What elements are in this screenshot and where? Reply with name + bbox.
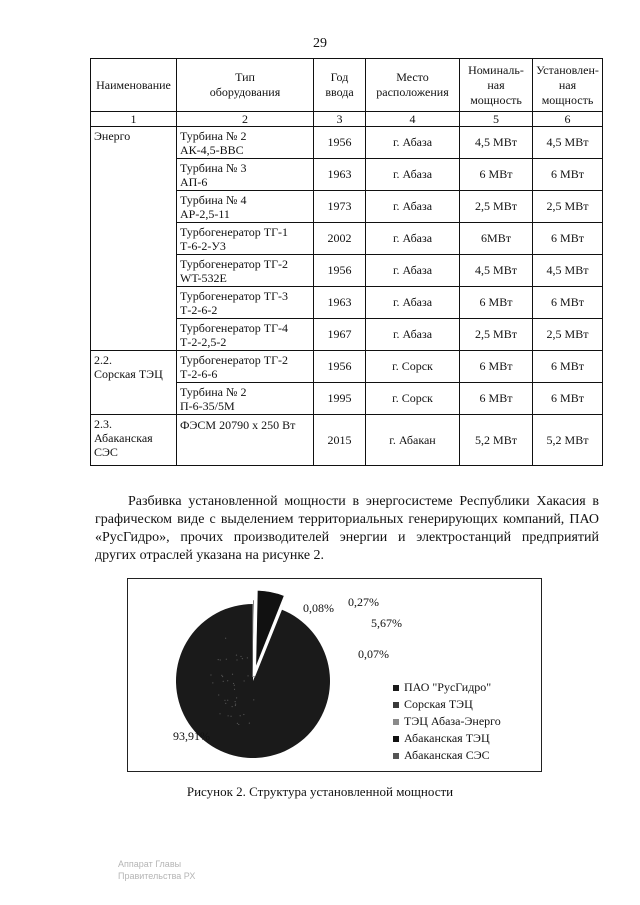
pie-texture-dot — [244, 680, 245, 681]
pie-texture-dot — [221, 675, 222, 676]
column-header — [177, 59, 314, 112]
cell-line: мощность — [541, 92, 594, 107]
column-header — [533, 59, 603, 112]
column-number: 2 — [177, 112, 314, 127]
equipment-cell — [177, 191, 314, 223]
year-cell: 2015 — [314, 415, 366, 466]
column-header — [366, 59, 460, 112]
cell-line: 2.3. — [94, 417, 112, 431]
location-cell: г. Абаза — [366, 191, 460, 223]
cell-line: П-6-35/5М — [180, 398, 235, 413]
pie-texture-dot — [227, 680, 228, 681]
data-label: 93,91% — [173, 729, 210, 743]
cell-line: Турбогенератор ТГ-1 — [180, 224, 289, 239]
cell-line: Турбина № 4 — [180, 192, 247, 207]
pie-texture-dot — [220, 659, 221, 660]
installed-power-cell: 6 МВт — [533, 351, 603, 383]
legend-item — [393, 730, 501, 747]
chart-legend — [393, 679, 501, 764]
cell-line: Место — [396, 70, 429, 84]
location-cell: г. Абаза — [366, 159, 460, 191]
nominal-power-cell: 4,5 МВт — [460, 255, 533, 287]
installed-power-cell: 2,5 МВт — [533, 319, 603, 351]
location-cell: г. Сорск — [366, 383, 460, 415]
pie-texture-dot — [222, 676, 223, 677]
equipment-cell — [177, 415, 314, 466]
table-header-row — [91, 59, 603, 112]
cell-line: Турбогенератор ТГ-3 — [180, 288, 289, 303]
data-label: 5,67% — [371, 616, 402, 630]
station-name-cell — [91, 127, 177, 351]
pie-texture-dot — [235, 704, 236, 705]
cell-line: ФЭСМ 20790 х 250 Вт — [180, 418, 296, 432]
pie-texture-dot — [234, 685, 235, 686]
location-cell: г. Абаза — [366, 287, 460, 319]
pie-texture-dot — [240, 715, 241, 716]
nominal-power-cell: 4,5 МВт — [460, 127, 533, 159]
pie-texture-dot — [236, 697, 237, 698]
legend-item — [393, 696, 501, 713]
pie-texture-dot — [235, 705, 236, 706]
cell-line: Энерго — [94, 129, 131, 143]
pie-texture-dot — [230, 716, 231, 717]
cell-line: Сорская ТЭЦ — [94, 367, 163, 381]
cell-line: Т-2-2,5-2 — [180, 334, 227, 349]
nominal-power-cell: 6МВт — [460, 223, 533, 255]
pie-texture-dot — [227, 700, 228, 701]
equipment-cell — [177, 319, 314, 351]
cell-line: мощность — [470, 92, 522, 107]
column-header — [91, 59, 177, 112]
stamp-line: Правительства РХ — [118, 871, 196, 881]
pie-texture-dot — [247, 657, 248, 658]
column-number: 6 — [533, 112, 603, 127]
table-row — [91, 351, 603, 383]
pie-texture-dot — [225, 638, 226, 639]
data-label: 0,08% — [303, 601, 334, 615]
cell-line: ная — [487, 77, 505, 92]
installed-power-cell: 2,5 МВт — [533, 191, 603, 223]
legend-swatch — [393, 719, 399, 725]
cell-line: Т-6-2-У3 — [180, 238, 226, 253]
installed-power-cell: 5,2 МВт — [533, 415, 603, 466]
cell-line: Абаканская — [94, 431, 153, 445]
cell-line: Турбина № 2 — [180, 128, 247, 143]
cell-line: Т-2-6-2 — [180, 302, 218, 317]
nominal-power-cell: 6 МВт — [460, 287, 533, 319]
cell-line: ввода — [325, 85, 354, 99]
pie-texture-dot — [232, 674, 233, 675]
pie-texture-dot — [224, 700, 225, 701]
pie-texture-dot — [225, 703, 226, 704]
equipment-cell — [177, 383, 314, 415]
stamp-line: Аппарат Главы — [118, 859, 182, 869]
figure-caption: Рисунок 2. Структура установленной мощности — [186, 784, 454, 799]
column-header — [460, 59, 533, 112]
installed-power-cell: 4,5 МВт — [533, 127, 603, 159]
nominal-power-cell: 6 МВт — [460, 383, 533, 415]
installed-power-cell: 6 МВт — [533, 223, 603, 255]
page-number: 29 — [313, 36, 327, 51]
column-number: 1 — [91, 112, 177, 127]
location-cell: г. Абаза — [366, 255, 460, 287]
pie-texture-dot — [223, 681, 224, 682]
pie-texture-dot — [233, 683, 234, 684]
station-name-cell — [91, 351, 177, 415]
pie-texture-dot — [226, 659, 227, 660]
cell-line: WT-532E — [180, 270, 227, 285]
year-cell: 1963 — [314, 287, 366, 319]
station-name-cell — [91, 415, 177, 466]
year-cell: 1956 — [314, 127, 366, 159]
pie-texture-dot — [249, 723, 250, 724]
legend-label: Сорская ТЭЦ — [404, 697, 473, 711]
nominal-power-cell: 2,5 МВт — [460, 191, 533, 223]
equipment-cell — [177, 159, 314, 191]
cell-line: оборудования — [209, 85, 281, 99]
cell-line: 2.2. — [94, 353, 112, 367]
cell-line: СЭС — [94, 445, 118, 459]
pie-texture-dot — [228, 715, 229, 716]
legend-item — [393, 679, 501, 696]
installed-power-cell: 6 МВт — [533, 383, 603, 415]
pie-texture-dot — [235, 701, 236, 702]
installed-power-cell: 4,5 МВт — [533, 255, 603, 287]
equipment-cell — [177, 287, 314, 319]
legend-item — [393, 713, 501, 730]
legend-label: ТЭЦ Абаза-Энерго — [404, 714, 501, 728]
legend-label: Абаканская СЭС — [404, 748, 490, 762]
column-header — [314, 59, 366, 112]
installed-power-cell: 6 МВт — [533, 159, 603, 191]
year-cell: 1963 — [314, 159, 366, 191]
location-cell: г. Абаза — [366, 127, 460, 159]
cell-line: ная — [558, 77, 577, 92]
location-cell: г. Абаза — [366, 223, 460, 255]
cell-line: Установлен- — [536, 62, 599, 77]
pie-texture-dot — [240, 656, 241, 657]
location-cell: г. Сорск — [366, 351, 460, 383]
cell-line: Т-2-6-6 — [180, 366, 218, 381]
year-cell: 1973 — [314, 191, 366, 223]
data-label: 0,27% — [348, 595, 379, 609]
equipment-cell — [177, 223, 314, 255]
column-number-row — [91, 112, 603, 127]
data-label: 0,07% — [358, 647, 389, 661]
legend-item — [393, 747, 501, 764]
cell-line: расположения — [376, 85, 449, 99]
pie-texture-dot — [210, 674, 211, 675]
location-cell: г. Абакан — [366, 415, 460, 466]
table-row — [91, 415, 603, 466]
year-cell: 1967 — [314, 319, 366, 351]
year-cell: 1995 — [314, 383, 366, 415]
nominal-power-cell: 5,2 МВт — [460, 415, 533, 466]
cell-line: Тип — [235, 70, 255, 84]
legend-label: Абаканская ТЭЦ — [404, 731, 490, 745]
pie-texture-dot — [247, 675, 248, 676]
cell-line: Год — [330, 70, 349, 84]
approval-stamp — [118, 858, 195, 882]
pie-texture-dot — [212, 682, 213, 683]
year-cell: 2002 — [314, 223, 366, 255]
body-paragraph: Разбивка установленной мощности в энергосистеме Республики Хакасия в графическом виде с выделением территориальных генерирующих компаний, ПАО «РусГидро», прочих производителей энергии и электростанций предприятий других отраслей указана на рисунке 2. — [95, 494, 599, 563]
year-cell: 1956 — [314, 351, 366, 383]
pie-texture-dot — [253, 676, 254, 677]
equipment-cell — [177, 351, 314, 383]
cell-line: Турбогенератор ТГ-4 — [180, 320, 289, 335]
pie-texture-dot — [253, 699, 254, 700]
cell-line: Турбогенератор ТГ-2 — [180, 256, 289, 271]
cell-line: Турбина № 2 — [180, 384, 247, 399]
column-number: 3 — [314, 112, 366, 127]
equipment-table — [90, 58, 603, 466]
legend-swatch — [393, 702, 399, 708]
pie-texture-dot — [234, 689, 235, 690]
pie-texture-dot — [232, 706, 233, 707]
legend-label: ПАО "РусГидро" — [404, 680, 492, 694]
cell-line: Турбогенератор ТГ-2 — [180, 352, 289, 367]
legend-swatch — [393, 736, 399, 742]
pie-texture-dot — [218, 694, 219, 695]
pie-texture-dot — [236, 655, 237, 656]
pie-texture-dot — [219, 713, 220, 714]
nominal-power-cell: 6 МВт — [460, 159, 533, 191]
cell-line: АК-4,5-ВВС — [180, 142, 244, 157]
pie-texture-dot — [242, 658, 243, 659]
legend-swatch — [393, 753, 399, 759]
year-cell: 1956 — [314, 255, 366, 287]
pie-texture-dot — [237, 723, 238, 724]
location-cell: г. Абаза — [366, 319, 460, 351]
table-row — [91, 127, 603, 159]
equipment-cell — [177, 127, 314, 159]
pie-texture-dot — [236, 659, 237, 660]
column-number: 5 — [460, 112, 533, 127]
nominal-power-cell: 2,5 МВт — [460, 319, 533, 351]
cell-line: АП-6 — [180, 174, 208, 189]
column-number: 4 — [366, 112, 460, 127]
cell-line: Турбина № 3 — [180, 160, 247, 175]
legend-swatch — [393, 685, 399, 691]
cell-line: АР-2,5-11 — [180, 206, 230, 221]
installed-power-cell: 6 МВт — [533, 287, 603, 319]
pie-texture-dot — [218, 659, 219, 660]
pie-texture-dot — [238, 724, 239, 725]
nominal-power-cell: 6 МВт — [460, 351, 533, 383]
cell-line: Номиналь- — [468, 62, 524, 77]
pie-chart — [127, 578, 542, 772]
equipment-cell — [177, 255, 314, 287]
pie-texture-dot — [243, 714, 244, 715]
cell-line: Наименование — [96, 77, 171, 92]
